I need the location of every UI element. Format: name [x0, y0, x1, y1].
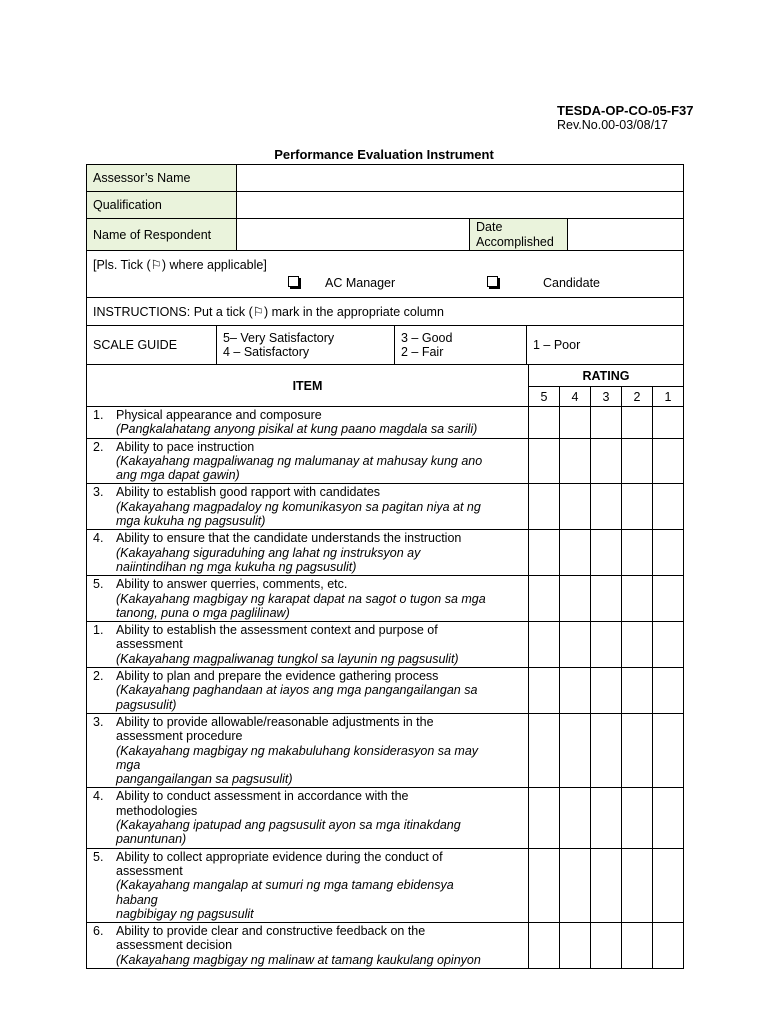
date-accomplished-label [470, 219, 568, 251]
item-description: (Kakayahang magpaliwanag ng malumanay at mahusay kung ano [116, 453, 483, 468]
rating-cell-4[interactable] [560, 438, 591, 484]
item-title-text: Ability to plan and prepare the evidence gathering process [116, 669, 439, 684]
item-number: 2. [93, 439, 104, 454]
item-title [93, 715, 524, 729]
table-row [87, 438, 684, 484]
assessor-name-field[interactable] [237, 165, 684, 192]
rating-cell-5[interactable] [529, 848, 560, 922]
rating-cell-2[interactable] [622, 788, 653, 848]
item-title-text: Ability to collect appropriate evidence during the conduct of [116, 849, 443, 864]
rating-cell-4[interactable] [560, 788, 591, 848]
item-description: assessment [116, 863, 183, 878]
rating-cell-2[interactable] [622, 576, 653, 622]
item-text [87, 713, 529, 787]
item-title-text: Ability to conduct assessment in accordance with the [116, 789, 409, 804]
rating-cell-3[interactable] [591, 438, 622, 484]
scale-guide-5-4 [217, 326, 395, 365]
item-number: 2. [93, 669, 104, 684]
item-description: mga kukuha ng pagsusulit) [116, 514, 266, 529]
table-row [87, 407, 684, 439]
rating-cell-3[interactable] [591, 407, 622, 439]
item-description: mga [116, 757, 141, 772]
item-description: assessment procedure [116, 729, 243, 744]
table-row [87, 923, 684, 969]
ac-manager-label: AC Manager [325, 276, 396, 290]
respondent-name-label: Name of Respondent [87, 219, 237, 251]
rating-cell-1[interactable] [653, 622, 684, 668]
rating-cell-2[interactable] [622, 848, 653, 922]
item-description: assessment decision [116, 938, 233, 953]
date-accomplished-field[interactable] [568, 219, 684, 251]
item-column-header: ITEM [87, 365, 529, 407]
instructions-row [87, 298, 684, 326]
rating-cell-3[interactable] [591, 713, 622, 787]
tick-note [93, 257, 677, 272]
tick-flag-icon: ⚐ [252, 305, 264, 319]
rating-cell-2[interactable] [622, 713, 653, 787]
item-description: naiintindihan ng mga kukuha ng pagsusulit) [116, 559, 357, 574]
item-text [87, 788, 529, 848]
rating-cell-5[interactable] [529, 407, 560, 439]
rating-cell-2[interactable] [622, 923, 653, 969]
rating-cell-5[interactable] [529, 530, 560, 576]
item-number: 4. [93, 789, 104, 804]
evaluation-items-table [86, 364, 684, 969]
rating-cell-1[interactable] [653, 668, 684, 714]
rating-cell-1[interactable] [653, 530, 684, 576]
rating-cell-4[interactable] [560, 576, 591, 622]
rating-col-1: 1 [653, 387, 684, 407]
rating-cell-5[interactable] [529, 576, 560, 622]
rating-cell-1[interactable] [653, 576, 684, 622]
rating-cell-1[interactable] [653, 713, 684, 787]
scale-5: 5– Very Satisfactory [223, 331, 335, 345]
item-text [87, 576, 529, 622]
item-title-text: Ability to provide allowable/reasonable adjustments in the [116, 714, 434, 729]
item-description: (Kakayahang magbigay ng karapat dapat na sagot o tugon sa mga [116, 591, 486, 606]
item-text [87, 923, 529, 969]
item-title [93, 789, 524, 803]
item-text [87, 622, 529, 668]
item-title-text: Ability to answer querries, comments, etc. [116, 577, 348, 592]
item-description: pangangailangan sa pagsusulit) [116, 772, 293, 787]
page-title: Performance Evaluation Instrument [274, 147, 494, 162]
item-title [93, 669, 524, 683]
scale-2: 2 – Fair [401, 345, 444, 359]
rating-cell-1[interactable] [653, 788, 684, 848]
item-text [87, 668, 529, 714]
rating-cell-3[interactable] [591, 788, 622, 848]
rating-cell-5[interactable] [529, 622, 560, 668]
item-number: 5. [93, 577, 104, 592]
document-code: TESDA-OP-CO-05-F37 [557, 103, 694, 118]
rating-cell-2[interactable] [622, 438, 653, 484]
rating-cell-3[interactable] [591, 923, 622, 969]
item-text [87, 438, 529, 484]
item-number: 3. [93, 714, 104, 729]
table-row [87, 576, 684, 622]
rating-cell-5[interactable] [529, 923, 560, 969]
item-title [93, 531, 524, 545]
scale-1: 1 – Poor [527, 326, 684, 365]
tick-flag-icon: ⚐ [150, 258, 162, 272]
item-description: tanong, puna o mga paglilinaw) [116, 605, 290, 620]
rating-cell-2[interactable] [622, 484, 653, 530]
candidate-checkbox[interactable] [487, 276, 498, 287]
item-text [87, 848, 529, 922]
item-title-text: Ability to establish good rapport with candidates [116, 485, 381, 500]
rating-cell-1[interactable] [653, 923, 684, 969]
item-title-text: Ability to establish the assessment context and purpose of [116, 623, 438, 638]
rating-col-5: 5 [529, 387, 560, 407]
rating-cell-5[interactable] [529, 668, 560, 714]
item-number: 4. [93, 531, 104, 546]
item-text [87, 407, 529, 439]
rating-col-4: 4 [560, 387, 591, 407]
rating-cell-4[interactable] [560, 713, 591, 787]
item-title [93, 850, 524, 864]
item-description: assessment [116, 637, 183, 652]
item-text [87, 484, 529, 530]
tick-applicable-row [87, 251, 684, 298]
item-description: pagsusulit) [116, 697, 177, 712]
rating-cell-4[interactable] [560, 622, 591, 668]
rating-cell-1[interactable] [653, 484, 684, 530]
scale-guide-table [86, 325, 684, 365]
rating-cell-3[interactable] [591, 484, 622, 530]
header-form-table [86, 164, 684, 326]
item-title [93, 577, 524, 591]
rating-cell-1[interactable] [653, 848, 684, 922]
table-row [87, 788, 684, 848]
assessor-name-label: Assessor’s Name [87, 165, 237, 192]
revision-number: Rev.No.00-03/08/17 [557, 118, 668, 132]
scale-3: 3 – Good [401, 331, 453, 345]
item-description: methodologies [116, 803, 198, 818]
item-title-text: Ability to ensure that the candidate understands the instruction [116, 531, 462, 546]
item-description: (Kakayahang ipatupad ang pagsusulit ayon sa mga itinakdang [116, 818, 461, 833]
table-row [87, 668, 684, 714]
rating-col-3: 3 [591, 387, 622, 407]
item-description: (Kakayahang magpaliwanag tungkol sa layunin ng pagsusulit) [116, 651, 459, 666]
scale-guide-3-2 [395, 326, 527, 365]
rating-cell-5[interactable] [529, 484, 560, 530]
rating-cell-1[interactable] [653, 438, 684, 484]
table-row [87, 848, 684, 922]
table-row [87, 622, 684, 668]
rating-cell-2[interactable] [622, 407, 653, 439]
rating-cell-4[interactable] [560, 848, 591, 922]
instructions-suffix: ) mark in the appropriate column [263, 305, 444, 319]
date-label-line2: Accomplished [476, 234, 554, 249]
respondent-name-field[interactable] [237, 219, 470, 251]
item-number: 6. [93, 924, 104, 939]
item-title [93, 623, 524, 637]
table-row [87, 530, 684, 576]
scale-guide-label: SCALE GUIDE [87, 326, 217, 365]
rating-cell-4[interactable] [560, 923, 591, 969]
date-label-line1: Date [476, 219, 503, 234]
rating-cell-3[interactable] [591, 622, 622, 668]
rating-cell-1[interactable] [653, 407, 684, 439]
rating-col-2: 2 [622, 387, 653, 407]
document-code-block [557, 103, 694, 133]
instructions-prefix: INSTRUCTIONS: Put a tick ( [93, 305, 253, 319]
rating-cell-2[interactable] [622, 622, 653, 668]
rating-cell-3[interactable] [591, 848, 622, 922]
item-number: 1. [93, 408, 104, 422]
item-description: (Kakayahang magbigay ng malinaw at tamang kaukulang opinyon [116, 952, 481, 967]
item-title-text: Ability to pace instruction [116, 439, 255, 454]
item-title-text: Physical appearance and composure [116, 408, 322, 422]
respondent-type-options [93, 274, 677, 292]
candidate-label: Candidate [543, 276, 600, 290]
ac-manager-checkbox[interactable] [288, 276, 299, 287]
rating-cell-2[interactable] [622, 668, 653, 714]
rating-cell-3[interactable] [591, 576, 622, 622]
rating-cell-4[interactable] [560, 668, 591, 714]
item-title [93, 485, 524, 499]
item-text [87, 530, 529, 576]
table-row [87, 713, 684, 787]
item-title-text: Ability to provide clear and constructive feedback on the [116, 924, 426, 939]
scale-4: 4 – Satisfactory [223, 345, 310, 359]
table-row [87, 484, 684, 530]
item-number: 3. [93, 485, 104, 500]
rating-cell-3[interactable] [591, 530, 622, 576]
rating-cell-3[interactable] [591, 668, 622, 714]
item-description: nagbibigay ng pagsusulit [116, 906, 254, 921]
item-description: panuntunan) [116, 832, 187, 847]
tick-note-suffix: ) where applicable] [161, 258, 267, 272]
item-number: 1. [93, 623, 104, 638]
rating-cell-5[interactable] [529, 438, 560, 484]
rating-cell-4[interactable] [560, 530, 591, 576]
rating-cell-5[interactable] [529, 713, 560, 787]
item-title [93, 408, 524, 422]
item-description: habang [116, 892, 158, 907]
rating-cell-5[interactable] [529, 788, 560, 848]
item-description: (Kakayahang magpadaloy ng komunikasyon sa pagitan niya at ng [116, 499, 481, 514]
rating-column-header: RATING [529, 365, 684, 387]
rating-cell-4[interactable] [560, 407, 591, 439]
item-description: (Kakayahang paghandaan at iayos ang mga pangangailangan sa [116, 683, 478, 698]
qualification-field[interactable] [237, 192, 684, 219]
item-title [93, 440, 524, 454]
rating-cell-2[interactable] [622, 530, 653, 576]
item-description: (Kakayahang mangalap at sumuri ng mga tamang ebidensya [116, 878, 454, 893]
qualification-label: Qualification [87, 192, 237, 219]
item-description: (Kakayahang siguraduhing ang lahat ng instruksyon ay [116, 545, 421, 560]
item-description: (Pangkalahatang anyong pisikal at kung paano magdala sa sarili) [116, 422, 478, 437]
rating-cell-4[interactable] [560, 484, 591, 530]
item-description: (Kakayahang magbigay ng makabuluhang konsiderasyon sa may [116, 743, 479, 758]
item-title [93, 924, 524, 938]
item-number: 5. [93, 849, 104, 864]
tick-note-prefix: [Pls. Tick ( [93, 258, 151, 272]
item-description: ang mga dapat gawin) [116, 468, 240, 483]
